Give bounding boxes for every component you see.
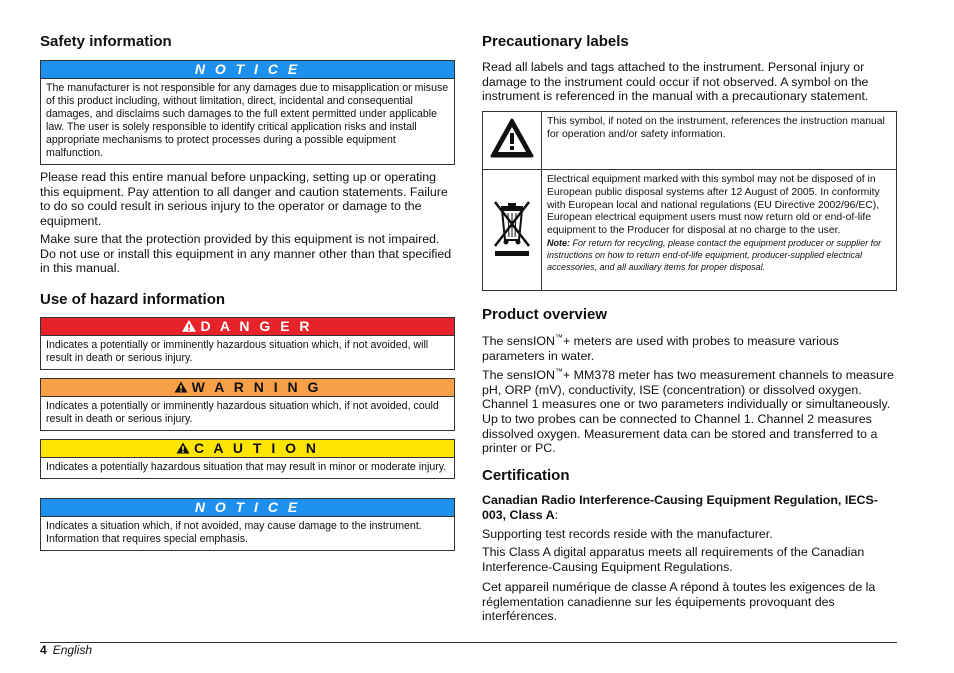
- caution-text: Indicates a potentially hazardous situation that may result in minor or moderate injury.: [46, 461, 447, 473]
- notice-text: Indicates a situation which, if not avoided, may cause damage to the instrument. Information that requires special emphasis.: [46, 520, 422, 545]
- precaution-heading: Precautionary labels: [482, 33, 629, 50]
- danger-text: Indicates a potentially or imminently hazardous situation which, if not avoided, will result in death or serious injury.: [46, 339, 429, 364]
- certification-paragraph-1: Supporting test records reside with the manufacturer.: [482, 527, 773, 541]
- weee-crossed-bin-icon: [489, 196, 535, 260]
- warning-text: Indicates a potentially or imminently hazardous situation which, if not avoided, could result in death or serious injury.: [46, 400, 439, 425]
- footer-divider: [40, 642, 897, 643]
- precaution-paragraph: Read all labels and tags attached to the instrument. Personal injury or damage to the instrument could occur if not observed. A symbol on the instrument is referenced in the manual with a precautionary statement.: [482, 60, 869, 104]
- warning-triangle-icon: [174, 381, 188, 393]
- footer-language: English: [52, 643, 93, 657]
- table-row: [483, 170, 897, 291]
- warning-triangle-icon: [490, 118, 534, 158]
- danger-label: D A N G E R: [200, 318, 313, 334]
- certification-paragraph-2: This Class A digital apparatus meets all requirements of the Canadian Interference-Causing Equipment Regulations.: [482, 545, 865, 574]
- product-heading: Product overview: [482, 306, 608, 323]
- safety-notice-box: [40, 60, 455, 165]
- warning-triangle-icon: [182, 320, 196, 332]
- warning-label: W A R N I N G: [191, 379, 322, 395]
- symbol2-note: Note: For return for recycling, please contact the equipment producer or supplier for instructions on how to return end-of-life equipment, producer-supplied electrical accessories, and all auxiliary items for proper disposal.: [547, 237, 882, 272]
- warning-box: [40, 378, 455, 431]
- danger-box: [40, 317, 455, 370]
- notice-box: [40, 498, 455, 551]
- certification-heading: Certification: [482, 467, 570, 484]
- safety-notice-text: The manufacturer is not responsible for any damages due to misapplication or misuse of this product including, without limitation, direct, incidental and consequential damages, and disclaims such damages to the full extent permitted under applicable law. The user is solely responsible to identify critical application risks and install appropriate mechanisms to protect processes during a possible equipment malfunction.: [46, 82, 449, 159]
- precautionary-labels-table: [482, 111, 897, 291]
- certification-regulation: Canadian Radio Interference-Causing Equipment Regulation, IECS-003, Class A:: [482, 493, 878, 522]
- page-footer: [40, 643, 92, 657]
- caution-box: [40, 439, 455, 479]
- product-paragraph-2: The sensION™+ MM378 meter has two measurement channels to measure pH, ORP (mV), conductivity, ISE (concentration) or dissolved oxygen. Channel 1 measures one or two parameters individually or simultaneously. Up to two probes can be connected to Channel 1. Channel 2 measures dissolved oxygen. Measurement data can be stored and transferred to a printer or PC.: [482, 367, 894, 456]
- hazard-heading: Use of hazard information: [40, 291, 226, 308]
- symbol1-text: This symbol, if noted on the instrument, references the instruction manual for operation and/or safety information.: [542, 112, 897, 170]
- protection-paragraph: Make sure that the protection provided by this equipment is not impaired. Do not use or install this equipment in any manner other than that specified in this manual.: [40, 232, 452, 276]
- symbol2-text: Electrical equipment marked with this symbol may not be disposed of in European public disposal systems after 12 August of 2005. In conformity with European local and national regulations (EU Directive 2002/96/EC), European electrical equipment users must now return old or end-of-life equipment to the Producer for disposal at no charge to the user.: [547, 174, 880, 237]
- product-paragraph-1: The sensION™+ meters are used with probes to measure various parameters in water.: [482, 333, 839, 363]
- notice-label: N O T I C E: [41, 61, 454, 79]
- certification-paragraph-3: Cet appareil numérique de classe A répond à toutes les exigences de la réglementation canadienne sur les équipements provoquant des interférences.: [482, 580, 876, 624]
- intro-paragraph: Please read this entire manual before unpacking, setting up or operating this equipment. Pay attention to all danger and caution statements. Failure to do so could result in serious injury to the operator or damage to the equipment.: [40, 170, 448, 228]
- table-row: [483, 112, 897, 170]
- page-number: 4: [40, 643, 47, 657]
- safety-heading: Safety information: [40, 33, 172, 50]
- warning-triangle-icon: [176, 442, 190, 454]
- caution-label: C A U T I O N: [193, 440, 320, 456]
- notice-label: N O T I C E: [41, 499, 454, 517]
- note-label: Note:: [547, 237, 570, 248]
